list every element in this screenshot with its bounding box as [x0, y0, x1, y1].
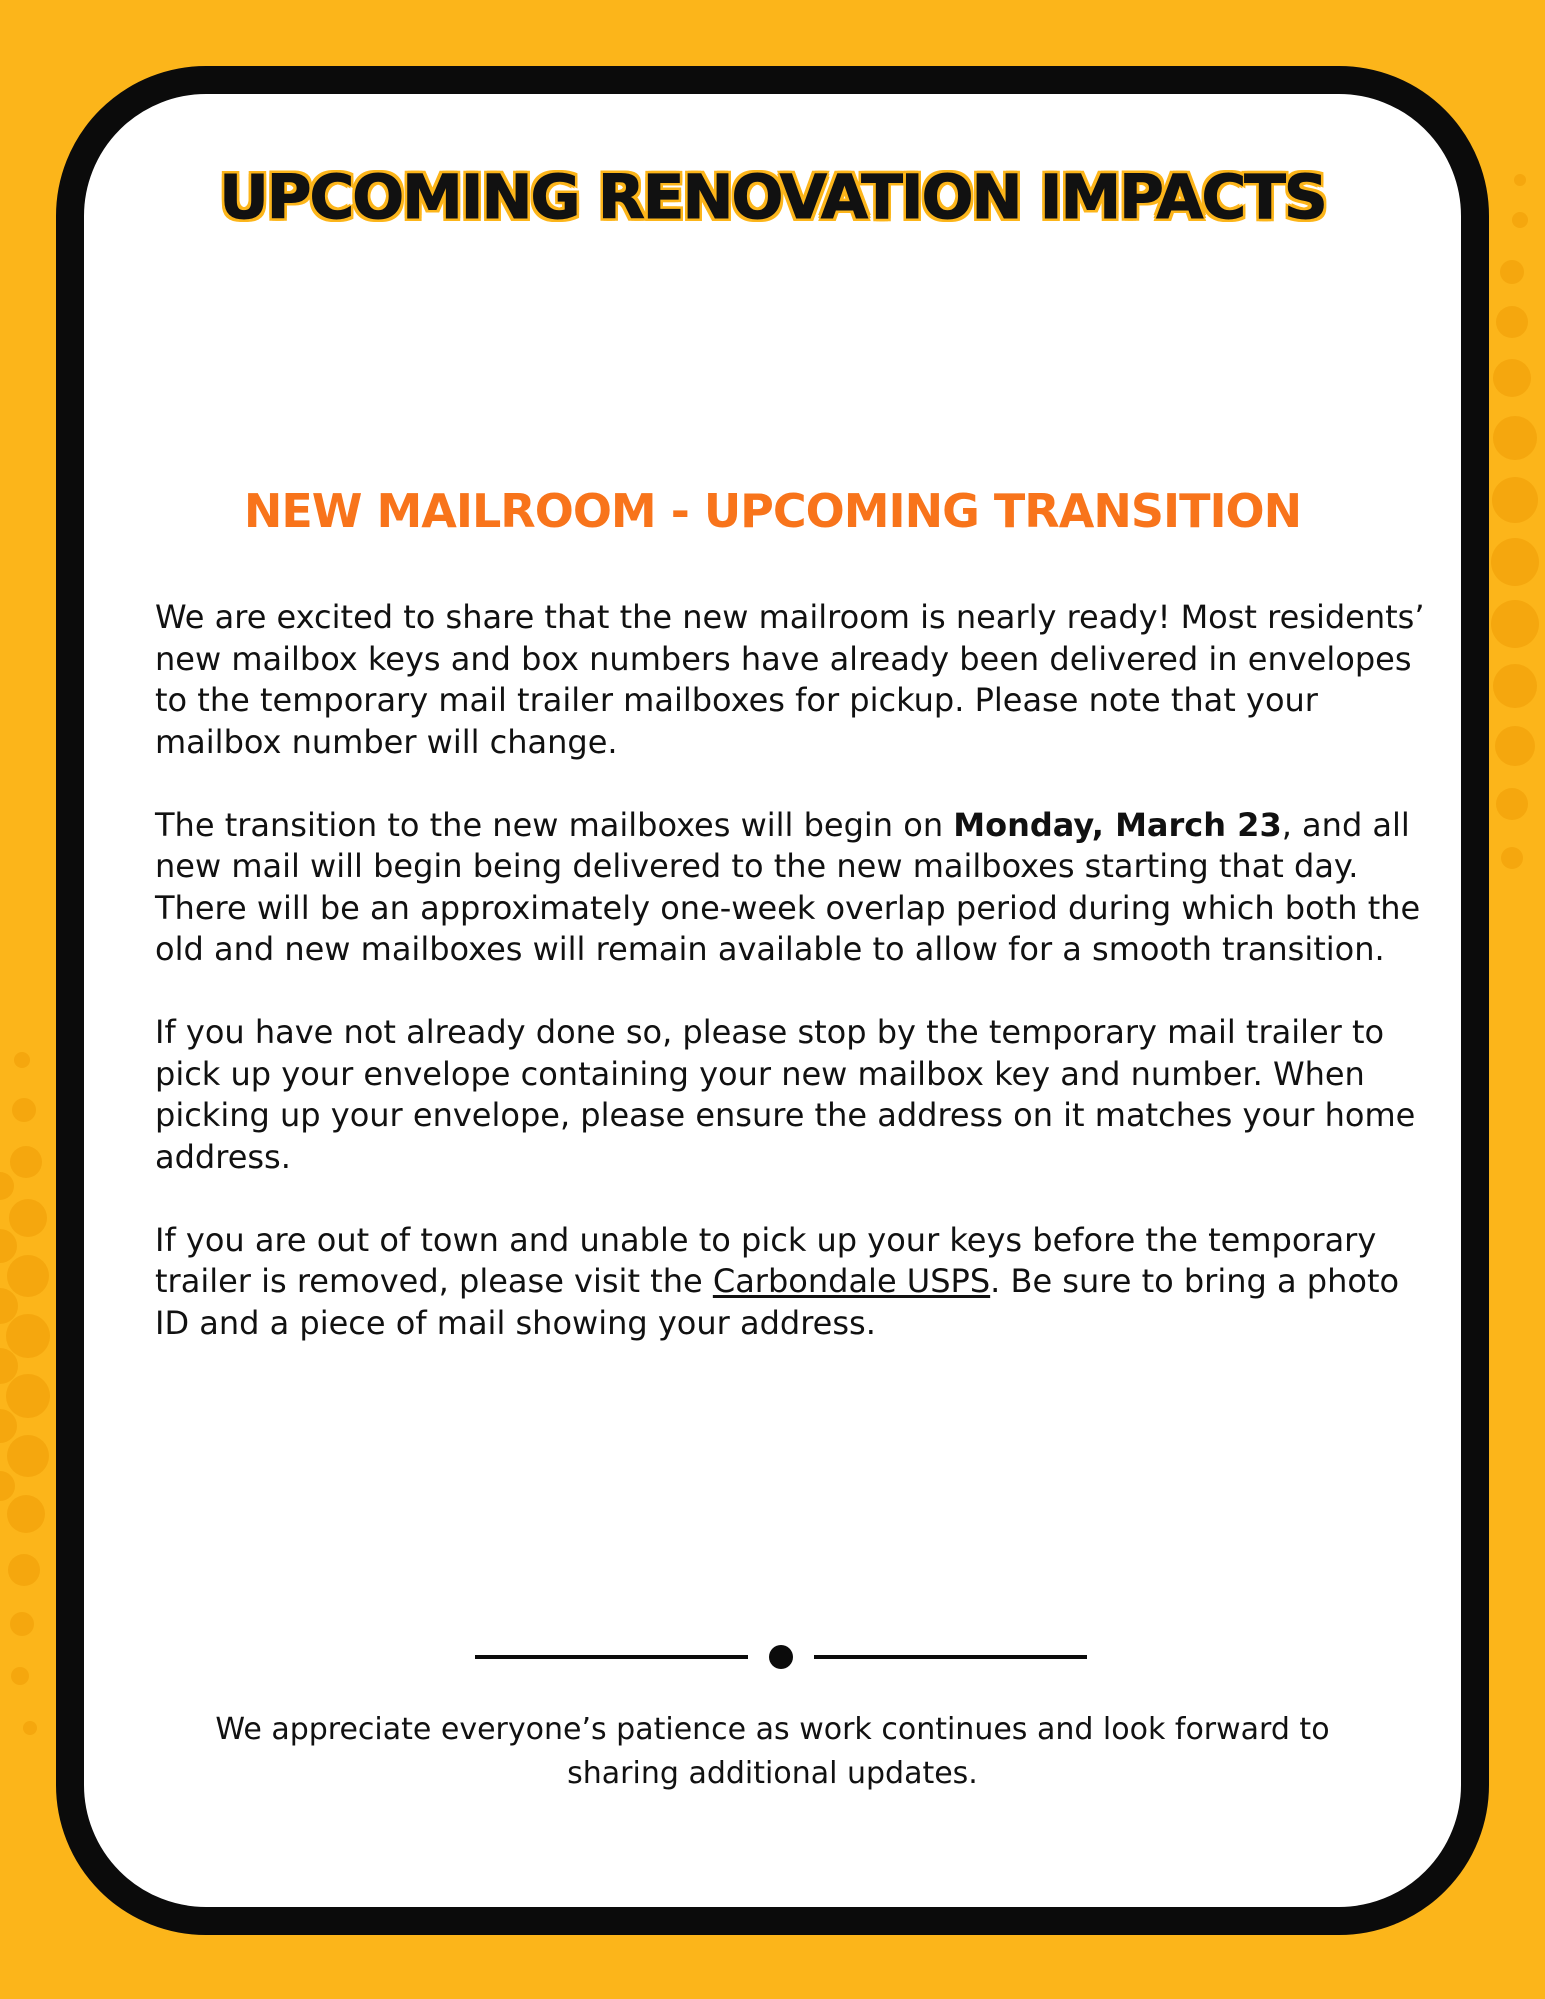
paragraph-transition-date — [155, 805, 1425, 971]
carbondale-usps-link[interactable]: Carbondale USPS — [712, 1262, 991, 1300]
notice-body — [155, 597, 1425, 1386]
closing-line-2: sharing additional updates. — [567, 1756, 978, 1791]
divider-line-right — [814, 1655, 1087, 1659]
closing-line-1: We appreciate everyone’s patience as work continues and look forward to — [215, 1712, 1330, 1747]
paragraph-text: The transition to the new mailboxes will begin on — [155, 805, 954, 844]
paragraph-text: , and all new mail will begin being delivered to the new mailboxes starting that day. There will be an approximately one-week overlap period during which both the old and new mailboxes will remain available to allow for a smooth transition. — [155, 805, 1421, 968]
transition-date: Monday, March 23 — [953, 805, 1282, 844]
paragraph-out-of-town — [155, 1220, 1425, 1345]
divider-dot-icon — [769, 1645, 793, 1669]
paragraph-text: . Be sure to bring a photo ID and a piece of mail showing your address. — [155, 1262, 1400, 1342]
page-title: UPCOMING RENOVATION IMPACTS — [219, 162, 1326, 233]
closing-message — [0, 1708, 1545, 1796]
paragraph-pickup-instructions: If you have not already done so, please stop by the temporary mail trailer to pick up your envelope containing your new mailbox key and number. When picking up your envelope, please ensure the address on it matches your home address. — [155, 1013, 1416, 1176]
paragraph-mailroom-ready: We are excited to share that the new mailroom is nearly ready! Most residents’ new mailbox keys and box numbers have already been delivered in envelopes to the temporary mail trailer mailboxes for pickup. Please note that your mailbox number will change. — [155, 598, 1425, 761]
divider-line-left — [475, 1655, 748, 1659]
decorative-divider — [475, 1645, 1087, 1669]
paragraph-text: If you are out of town and unable to pick up your keys before the temporary trailer is removed, please visit the — [155, 1220, 1377, 1300]
section-title: NEW MAILROOM - UPCOMING TRANSITION — [243, 484, 1302, 538]
